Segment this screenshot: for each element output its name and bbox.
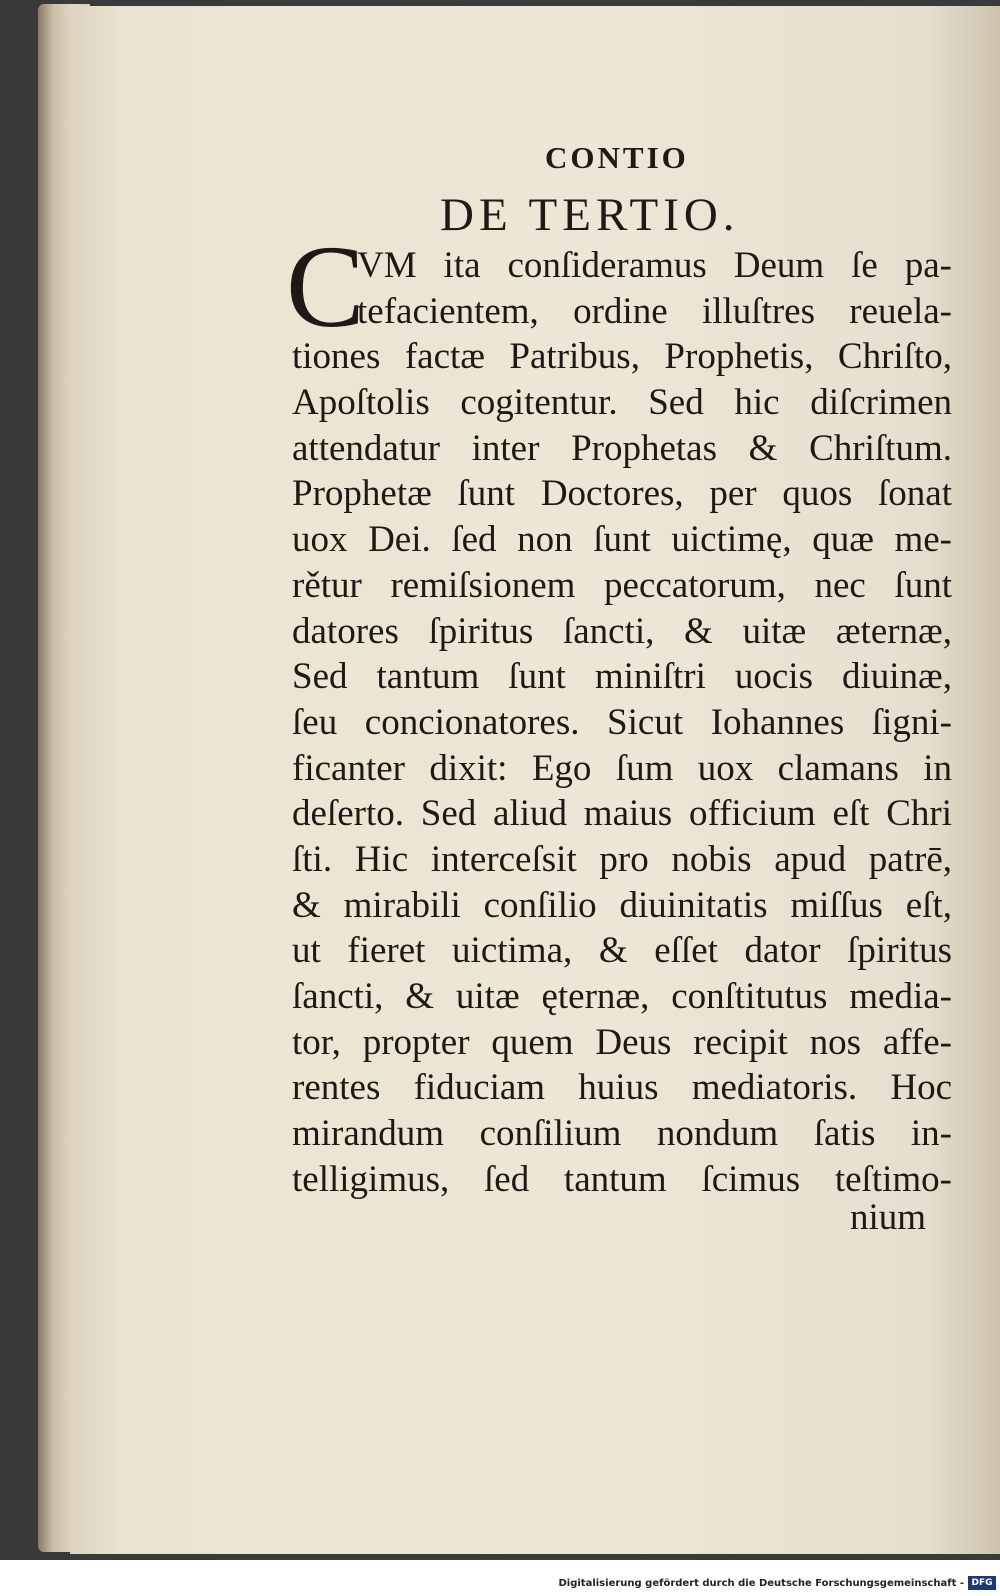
text-line: ſancti, & uitæ ęternæ, conſtitutus media-: [292, 976, 952, 1017]
text-line: Sed tantum ſunt miniſtri uocis diuinæ,: [292, 656, 952, 698]
text-line: Apoſtolis cogitentur. Sed hic diſcrimen: [292, 382, 952, 424]
text-line: ficanter dixit: Ego ſum uox clamans in: [292, 747, 952, 789]
body-text: [292, 243, 952, 1202]
footer-credit: Digitalisierung gefördert durch die Deutsche Forschungsgemeinschaft -: [558, 1578, 964, 1589]
catchword: nium: [850, 1197, 927, 1238]
section-title: DE TERTIO.: [440, 189, 740, 241]
text-line: rětur remiſsionem peccatorum, nec ſunt: [292, 564, 952, 606]
text-line: ſti. Hic interceſsit pro nobis apud patrē,: [292, 838, 952, 880]
text-line: & mirabili conſilio diuinitatis miſſus eſt,: [292, 884, 952, 926]
text-line: uox Dei. ſed non ſunt uictimę, quæ me-: [292, 519, 952, 561]
text-line: deſerto. Sed aliud maius officium eſt Chri: [292, 793, 952, 835]
text-line: rentes fiduciam huius mediatoris. Hoc: [292, 1067, 952, 1109]
text-line: tefacientem, ordine illuſtres reuela-: [357, 290, 952, 332]
text-line: tor, propter quem Deus recipit nos affe-: [292, 1021, 952, 1063]
text-line: VM ita conſideramus Deum ſe pa-: [357, 245, 952, 286]
text-line: attendatur inter Prophetas & Chriſtum.: [292, 427, 952, 469]
text-line: telligimus, ſed tantum ſcimus teſtimo-: [292, 1158, 952, 1200]
running-head: CONTIO: [545, 140, 689, 175]
text-line: ut fieret uictima, & eſſet dator ſpiritus: [292, 930, 952, 972]
text-line: ſeu concionatores. Sicut Iohannes ſigni-: [292, 701, 952, 743]
text-line: datores ſpiritus ſancti, & uitæ æternæ,: [292, 610, 952, 652]
drop-cap: C: [286, 221, 365, 352]
text-line: Prophetæ ſunt Doctores, per quos ſonat: [292, 473, 952, 515]
text-line: tiones factæ Patribus, Prophetis, Chriſto,: [292, 336, 952, 378]
dfg-logo: DFG: [968, 1576, 996, 1590]
text-line: mirandum conſilium nondum ſatis in-: [292, 1113, 952, 1155]
